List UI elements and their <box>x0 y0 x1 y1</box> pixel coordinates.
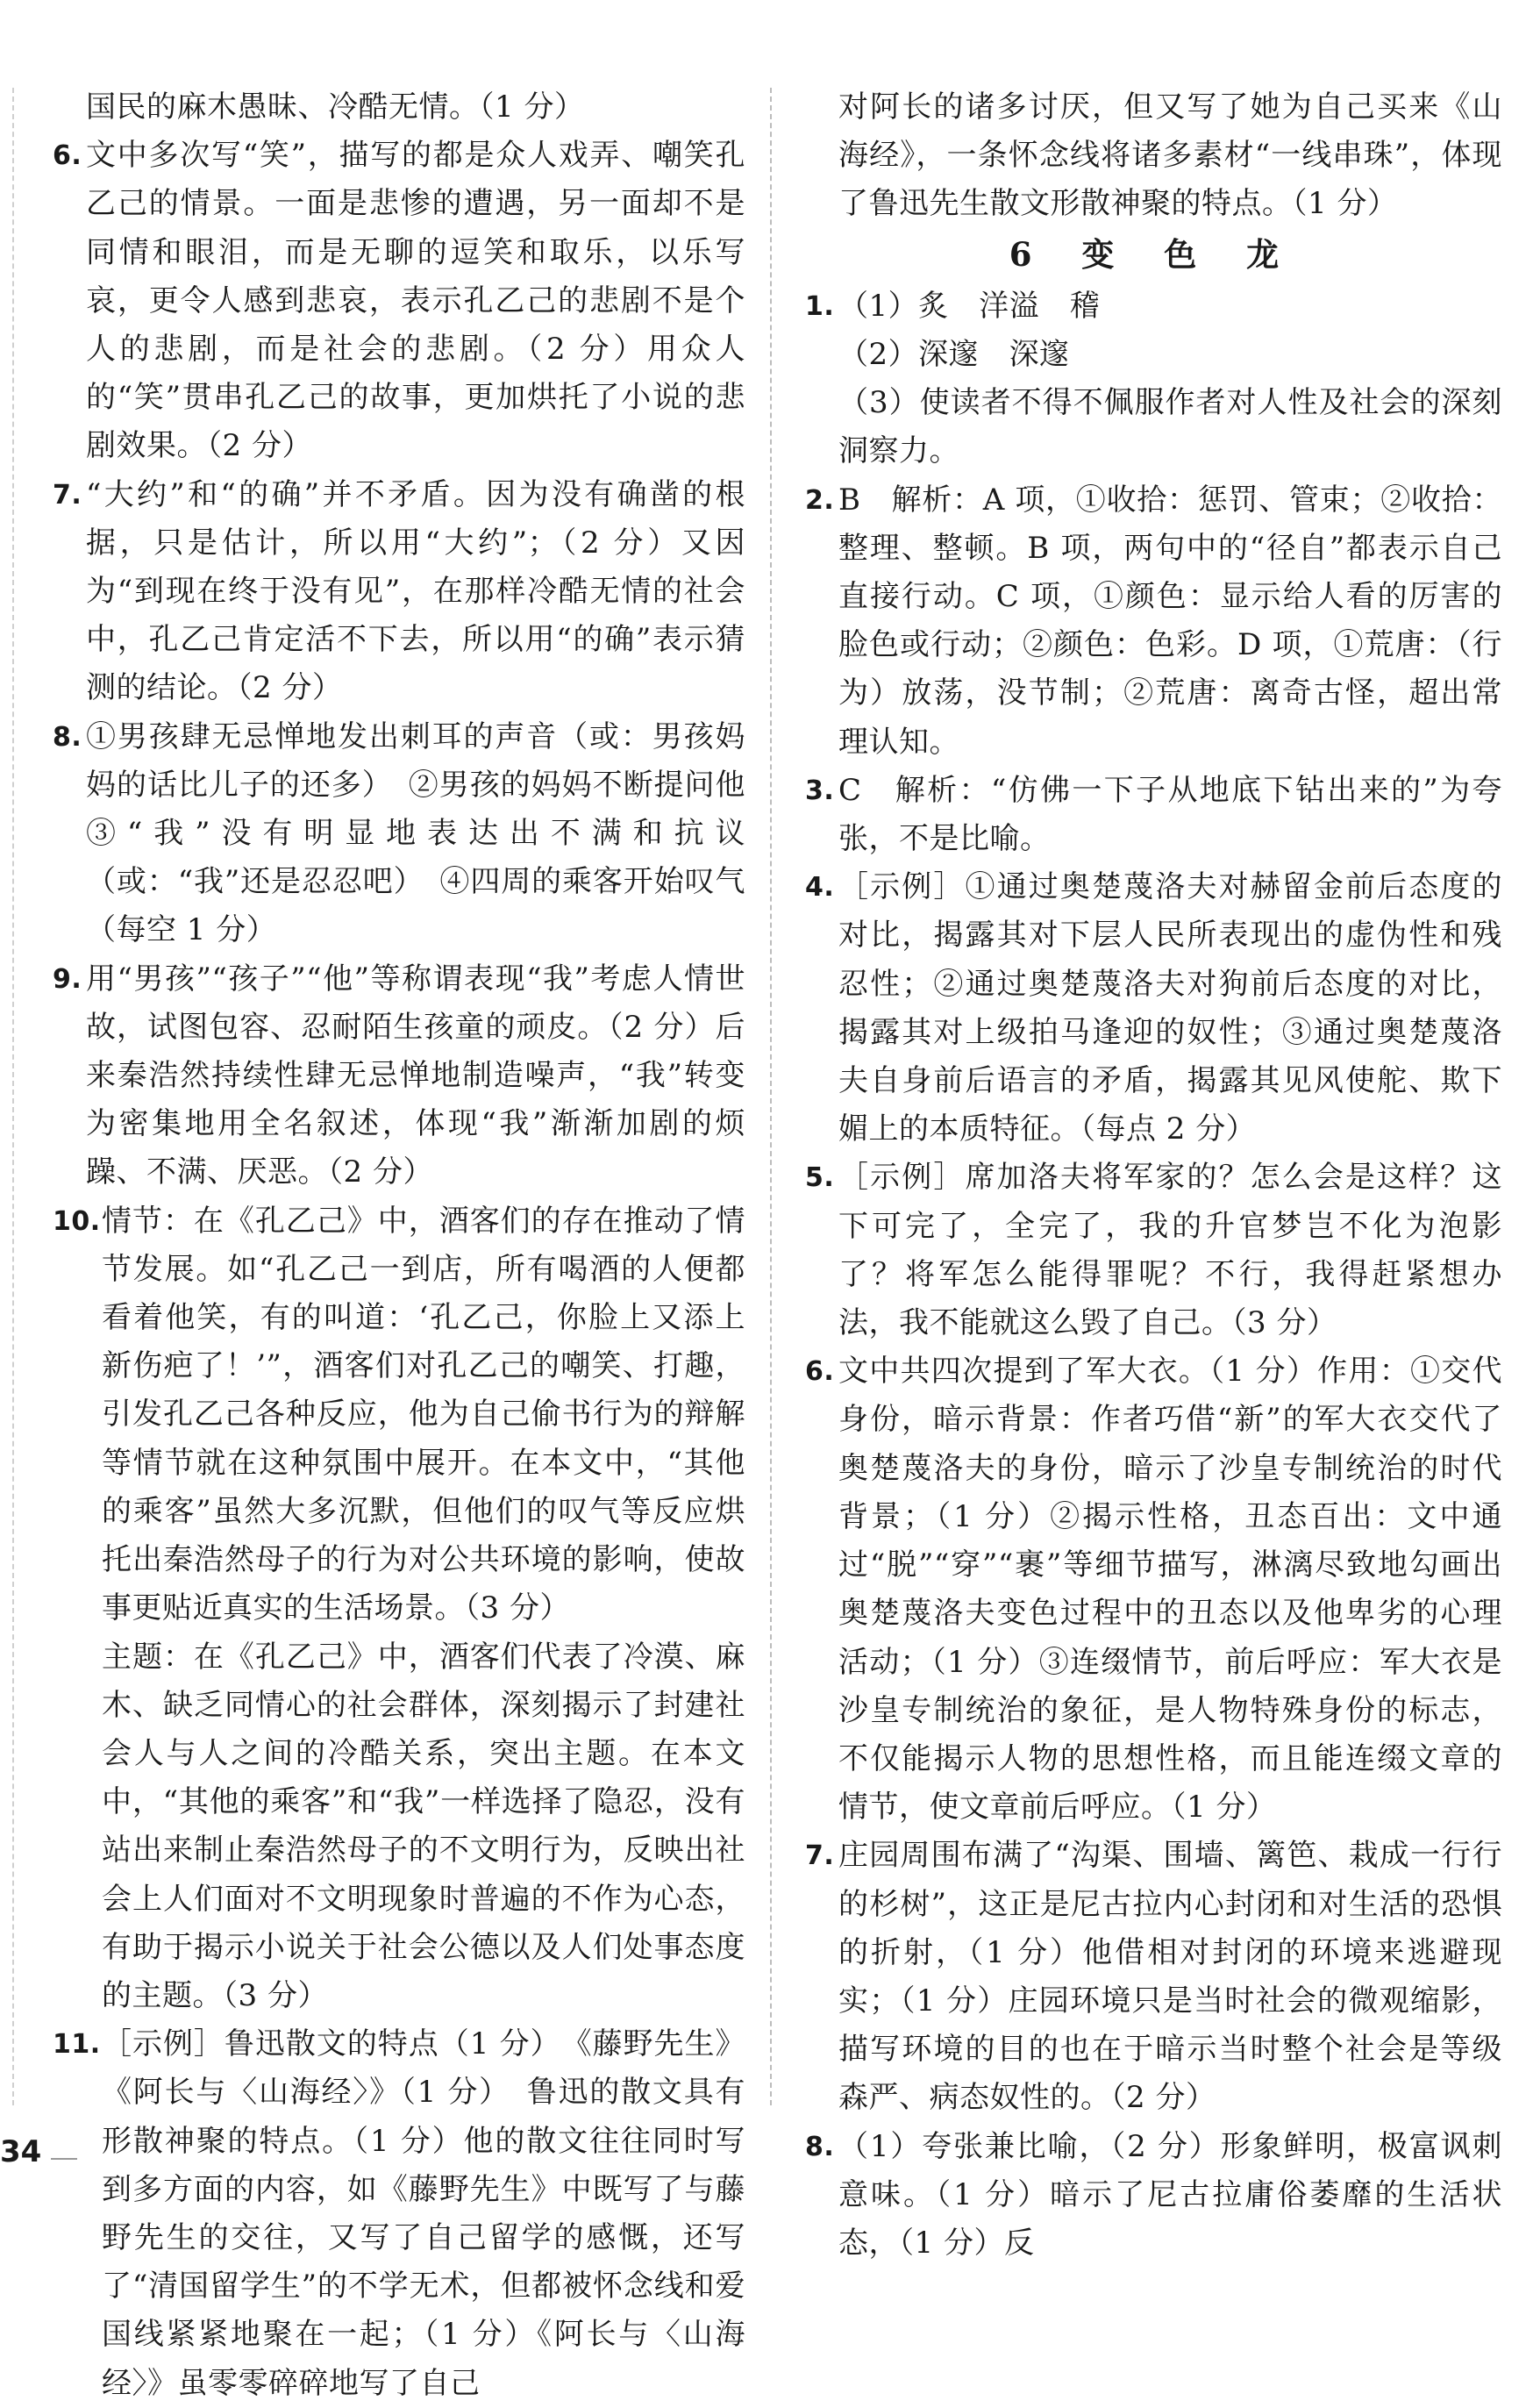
answer-item-4 <box>805 863 1502 1154</box>
item-text: C 解析：“仿佛一下子从地底下钻出来的”为夸张，不是比喻。 <box>838 772 1502 857</box>
item-number: 6. <box>805 1356 835 1388</box>
item-text: 文中多次写“笑”，描写的都是众人戏弄、嘲笑孔乙己的情景。一面是悲惨的遭遇，另一面却不是同情和眼泪，而是无聊的逗笑和取乐，以乐写哀，更令人感到悲哀，表示孔乙己的悲剧不是个人的悲剧，而是社会的悲剧。（2 分）用众人的“笑”贯串孔乙己的故事，更加烘托了小说的悲剧效果。（2 分） <box>86 138 745 464</box>
item-text: 庄园周围布满了“沟渠、围墙、篱笆、栽成一行行的杉树”，这正是尼古拉内心封闭和对生活的恐惧的折射，（1 分）他借相对封闭的环境来逃避现实；（1 分）庄园环境只是当时社会的微观缩影，描写环境的目的也在于暗示当时整个社会是等级森严、病态奴性的。（2 分） <box>838 1838 1502 2116</box>
item-number: 7. <box>805 1840 835 1872</box>
answer-item-3 <box>805 767 1502 863</box>
item-text: 文中共四次提到了军大衣。（1 分）作用：①交代身份，暗示背景：作者巧借“新”的军大衣交代了奥楚蔑洛夫的身份，暗示了沙皇专制统治的时代背景；（1 分）②揭示性格，丑态百出：文中通过“脱”“穿”“裹”等细节描写，淋漓尽致地勾画出奥楚蔑洛夫变色过程中的丑态以及他卑劣的心理活动；（1 分）③连缀情节，前后呼应：军大衣是沙皇专制统治的象征，是人物特殊身份的标志，不仅能揭示人物的思想性格，而且能连缀文章的情节，使文章前后呼应。（1 分） <box>838 1354 1502 1826</box>
item-line: （3）使读者不得不佩服作者对人性及社会的深刻洞察力。 <box>838 385 1502 469</box>
item-number: 8. <box>805 2131 835 2162</box>
answer-item-6 <box>53 132 745 470</box>
item-text: （1）夸张兼比喻，（2 分）形象鲜明，极富讽刺意味。（1 分）暗示了尼古拉庸俗萎靡的生活状态，（1 分）反 <box>838 2128 1502 2261</box>
item-number: 9. <box>53 963 82 995</box>
item-text: 情节：在《孔乙己》中，酒客们的存在推动了情节发展。如“孔乙己一到店，所有喝酒的人便都看着他笑，有的叫道：‘孔乙己，你脸上又添上新伤疤了！’”，酒客们对孔乙己的嘲笑、打趣，引发孔乙己各种反应，他为自己偷书行为的辩解等情节就在这种氛围中展开。在本文中，“其他的乘客”虽然大多沉默，但他们的叹气等反应烘托出秦浩然母子的行为对公共环境的影响，使故事更贴近真实的生活场景。（3 分） <box>102 1203 745 1626</box>
item-number: 4. <box>805 872 835 904</box>
answer-item-6b <box>805 1347 1502 1832</box>
left-column <box>53 83 776 2408</box>
right-column <box>805 83 1502 2268</box>
item-text: B 解析：A 项，①收拾：惩罚、管束；②收拾：整理、整顿。B 项，两句中的“径自”都表示自己直接行动。C 项，①颜色：显示给人看的厉害的脸色或行动；②颜色：色彩。D 项，①荒唐：（行为）放荡，没节制；②荒唐：离奇古怪，超出常理认知。 <box>838 482 1502 760</box>
item-number: 2. <box>805 484 835 516</box>
item-number: 10. <box>53 1205 101 1237</box>
item-number: 5. <box>805 1162 835 1194</box>
answer-item-5 <box>805 1154 1502 1347</box>
continuation-text: 国民的麻木愚昧、冷酷无情。（1 分） <box>86 89 585 125</box>
answer-item-11 <box>53 2020 745 2408</box>
item-line: （1）炙 洋溢 稽 <box>838 288 1101 324</box>
item-text: ［示例］①通过奥楚蔑洛夫对赫留金前后态度的对比，揭露其对下层人民所表现出的虚伪性和残忍性；②通过奥楚蔑洛夫对狗前后态度的对比，揭露其对上级拍马逢迎的奴性；③通过奥楚蔑洛夫自身前后语言的矛盾，揭露其见风使舵、欺下媚上的本质特征。（每点 2 分） <box>838 869 1502 1147</box>
answer-item-9 <box>53 955 745 1197</box>
answer-item-10 <box>53 1197 745 2020</box>
answer-item-1 <box>805 282 1502 476</box>
continuation-text: 对阿长的诸多讨厌，但又写了她为自己买来《山海经》，一条怀念线将诸多素材“一线串珠”，体现了鲁迅先生散文形散神聚的特点。（1 分） <box>838 89 1502 222</box>
item-line: （2）深邃 深邃 <box>838 337 1070 373</box>
answer-item-8b <box>805 2123 1502 2269</box>
item-text: ［示例］鲁迅散文的特点（1 分） 《藤野先生》《阿长与〈山海经〉》（1 分） 鲁迅的散文具有形散神聚的特点。（1 分）他的散文往往同时写到多方面的内容，如《藤野先生》中既写了与藤野先生的交往，又写了自己留学的感慨，还写了“清国留学生”的不学无术，但都被怀念线和爱国线紧紧地聚在一起；（1 分）《阿长与〈山海经〉》虽零零碎碎地写了自己 <box>102 2026 745 2401</box>
section-title: 6 变 色 龙 <box>1009 234 1299 274</box>
answer-item-8 <box>53 713 776 955</box>
item-number: 1. <box>805 290 835 322</box>
item-number: 3. <box>805 775 835 806</box>
item-number: 7. <box>53 479 82 511</box>
item-number: 11. <box>53 2029 101 2061</box>
page-number: 34 <box>0 2134 42 2169</box>
item-text: “大约”和“的确”并不矛盾。因为没有确凿的根据，只是估计，所以用“大约”；（2 分）又因为“到现在终于没有见”，在那样冷酷无情的社会中，孔乙己肯定活不下去，所以用“的确”表示猜测的结论。（2 分） <box>86 476 745 706</box>
item-text: ①男孩肆无忌惮地发出刺耳的声音（或：男孩妈妈的话比儿子的还多） ②男孩的妈妈不断提问他 ③“我”没有明显地表达出不满和抗议（或：“我”还是忍忍吧） ④四周的乘客开始叹气（每空 1 分） <box>86 718 776 948</box>
item-text: 用“男孩”“孩子”“他”等称谓表现“我”考虑人情世故，试图包容、忍耐陌生孩童的顽皮。（2 分）后来秦浩然持续性肆无忌惮地制造噪声，“我”转变为密集地用全名叙述，体现“我”渐渐加剧的烦躁、不满、厌恶。（2 分） <box>86 961 745 1190</box>
item-text: ［示例］席加洛夫将军家的？怎么会是这样？这下可完了，全完了，我的升官梦岂不化为泡影了？将军怎么能得罪呢？不行，我得赶紧想办法，我不能就这么毁了自己。（3 分） <box>838 1160 1502 1341</box>
item-text-extra: 主题：在《孔乙己》中，酒客们代表了冷漠、麻木、缺乏同情心的社会群体，深刻揭示了封建社会人与人之间的冷酷关系，突出主题。在本文中，“其他的乘客”和“我”一样选择了隐忍，没有站出来制止秦浩然母子的不文明行为，反映出社会上人们面对不文明现象时普遍的不作为心态，有助于揭示小说关于社会公德以及人们处事态度的主题。（3 分） <box>102 1639 745 2013</box>
answer-item-7b <box>805 1832 1502 2122</box>
answer-item-7 <box>53 471 745 713</box>
margin-rule <box>12 88 14 2105</box>
item-number: 8. <box>53 721 82 753</box>
answer-item-2 <box>805 476 1502 767</box>
page-number-rule <box>51 2158 77 2160</box>
column-divider <box>770 88 772 2105</box>
item-number: 6. <box>53 140 82 172</box>
